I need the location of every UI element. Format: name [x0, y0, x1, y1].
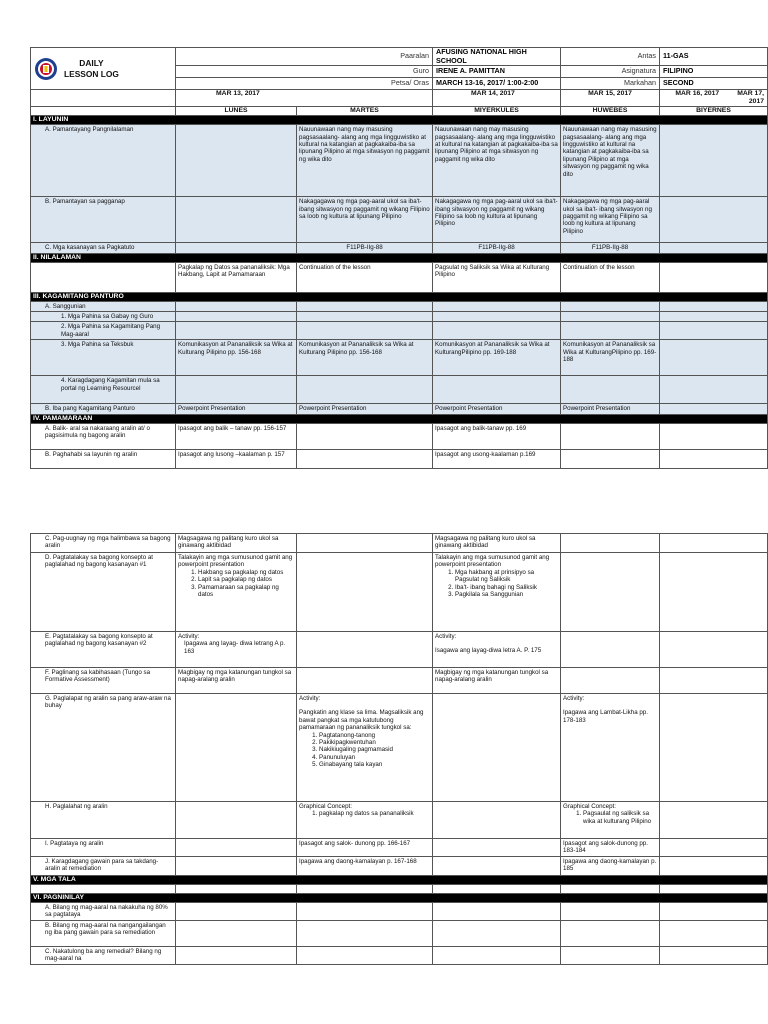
- cell-paglalapat-2: [297, 694, 433, 802]
- cell-pag-uugnay-1: Magsagawa ng palitang kuro ukol sa ginawang aktibidad: [176, 534, 297, 553]
- cell-teksbuk-1: Komunikasyon at Pananaliksik sa Wika at Kulturang Pilipino pp. 156-168: [176, 340, 297, 376]
- teacher-label: Guro: [176, 66, 433, 78]
- paglalapat-list: [299, 732, 430, 769]
- list-item: 3. Nakikiugaling pagmamasid: [319, 746, 430, 753]
- list-item: 3. Pagkilala sa Sanggunian: [455, 591, 558, 598]
- list-item: 3. Pamamaraan sa pagkalap ng datos: [198, 584, 294, 599]
- list-item: 2. Lapit sa pagkalap ng datos: [198, 576, 294, 583]
- subject-label: Asignatura: [561, 66, 660, 78]
- cell-balik-aral-3: Ipasagot ang balik-tanaw pp. 169: [433, 423, 561, 449]
- cell-pagganap-4: Nakagagawa ng mga pag-aaral ukol sa iba't- ibang sitwasyon ng paggamit ng wikang Filipino sa loob ng kultura at lipunang Pilipino: [561, 197, 660, 243]
- cell-teksbuk-3: Komunikasyon at Pananaliksik sa Wika at KulturangPilipino pp. 169-188: [433, 340, 561, 376]
- graphical-label: Graphical Concept:: [563, 803, 616, 810]
- section-pamamaraan: IV. PAMAMARAAN: [31, 414, 768, 423]
- graphical-label: Graphical Concept:: [299, 803, 352, 810]
- row-label-paglalahat: H. Paglalahat ng aralin: [31, 802, 176, 839]
- row-label-pn-b: B. Bilang ng mag-aaral na nangangailangan ng iba pang gawain para sa remediation: [31, 921, 176, 947]
- row-label-kasanayan: C. Mga kasanayan sa Pagkatuto: [31, 243, 176, 253]
- list-item: 1. pagkalap ng datos sa pananaliksik: [319, 810, 430, 817]
- row-label-karagdagang: J. Karagdagang gawain para sa takdang-aralin at remediation: [31, 857, 176, 876]
- cell-pamantayang-4: Nauunawaan nang may masusing pagsasaalang- alang ang mga lingguwistiko at kultural na katangian at pagkakaiba-iba sa lipunang Pilipino at mga sitwasyon ng paggamit ng wika dito: [561, 125, 660, 197]
- day-name-5: BIYERNES: [660, 107, 768, 116]
- row-label-paglalapat: G. Paglalapat ng aralin sa pang araw-araw na buhay: [31, 694, 176, 802]
- day-date-1: MAR 13, 2017: [176, 90, 433, 107]
- cell-karagdagang-2: Ipagawa ang daong-kamalayan p. 167-168: [297, 857, 433, 876]
- subject-value: FILIPINO: [660, 66, 768, 78]
- cell-paglinang-3: Magbigay ng mga katanungan tungkol sa napag-aralang aralin: [433, 668, 561, 694]
- row-label-balik-aral: A. Balik- aral sa nakaraang aralin at/ o pagsisimula ng bagong aralin: [31, 423, 176, 449]
- cell-ppt-1: Powerpoint Presentation: [176, 404, 297, 414]
- title-daily: DAILY: [79, 57, 104, 68]
- cell-ppt-4: Powerpoint Presentation: [561, 404, 660, 414]
- row-label-gabay: 1. Mga Pahina sa Gabay ng Guro: [31, 312, 176, 322]
- cell-paghahabi-1: Ipasagot ang lusong –kaalaman p. 157: [176, 449, 297, 468]
- pagtatalakay-list-3: [435, 569, 558, 599]
- date-label: Petsa/ Oras: [176, 78, 433, 90]
- cell-pagtatalakay-3: [433, 553, 561, 632]
- cell-code-4: F11PB-IIg-88: [561, 243, 660, 253]
- activity-label: Activity:: [563, 695, 585, 702]
- day-date-2: MAR 14, 2017: [433, 90, 561, 107]
- day-name-1: LUNES: [176, 107, 297, 116]
- paglalahat-list-2: [299, 810, 430, 817]
- cell-pagganap-3: Nakagagawa ng mga pag-aaral ukol sa iba't- ibang sitwasyon ng paggamit ng wikang Filipino sa loob ng kultura at lipunang Pilipino: [433, 197, 561, 243]
- day-date-4: MAR 16, 2017: [675, 90, 720, 98]
- pagtatalakay-list-1: [178, 569, 294, 599]
- row-label-pagtatalakay-2: E. Pagtatalakay sa bagong konsepto at paglalahad ng bagong kasanayan #2: [31, 632, 176, 668]
- activity-label: Activity:: [435, 633, 457, 640]
- cell-code-3: F11PB-IIg-88: [433, 243, 561, 253]
- lesson-log-page-2: [30, 533, 767, 965]
- cell-nilalaman-1: Pagkalap ng Datos sa pananaliksik: Mga Hakbang, Lapit at Pamamaraan: [176, 262, 297, 292]
- row-label-kagamitang: 2. Mga Pahina sa Kagamitang Pang Mag-aaral: [31, 322, 176, 340]
- cell-pamantayang-2: Nauunawaan nang may masusing pagsasaalang- alang ang mga lingguwistiko at kultural na katangian at pagkakaiba-iba sa lipunang Pilipino at mga sitwasyon ng paggamit ng wika dito: [297, 125, 433, 197]
- lesson-log-body-1: [30, 89, 768, 107]
- section-kagamitan: III. KAGAMITANG PANTURO: [31, 292, 768, 301]
- section-pagninilay: VI. PAGNINILAY: [31, 894, 768, 903]
- section-nilalaman: II. NILALAMAN: [31, 253, 768, 262]
- level-label: Antas: [561, 48, 660, 66]
- quarter-value: SECOND: [660, 78, 768, 90]
- section-layunin: I. LAYUNIN: [31, 116, 768, 125]
- list-item: 4. Panunuluyan: [319, 754, 430, 761]
- date-value: MARCH 13-16, 2017/ 1:00-2:00: [433, 78, 561, 90]
- pagtatalakay-intro-3: Talakayin ang mga sumusunod gamit ang powerpoint presentation: [435, 554, 550, 569]
- day-name-3: MIYERKULES: [433, 107, 561, 116]
- quarter-label: Markahan: [561, 78, 660, 90]
- deped-seal: [31, 48, 176, 90]
- level-value: 11-GAS: [660, 48, 768, 66]
- deped-logo-icon: [34, 57, 58, 81]
- activity-label: Activity:: [299, 695, 321, 702]
- day-name-2: MARTES: [297, 107, 433, 116]
- cell-pagtataya-2: Ipasagot ang salok- dunong pp. 166-167: [297, 839, 433, 857]
- list-item: 1. Pagtatanong-tanong: [319, 732, 430, 739]
- row-label-pn-c: C. Nakatulong ba ang remedial? Bilang ng mag-aaral na: [31, 947, 176, 965]
- cell-paglinang-1: Magbigay ng mga katanungan tungkol sa napag-aralang aralin: [176, 668, 297, 694]
- cell-paglalapat-4: [561, 694, 660, 802]
- day-date-3: MAR 15, 2017: [561, 90, 660, 107]
- row-label-paghahabi: B. Paghahabi sa layunin ng aralin: [31, 449, 176, 468]
- cell-pagtataya-4: Ipasagot ang salok-dunong pp. 183-184: [561, 839, 660, 857]
- cell-code-2: F11PB-IIg-88: [297, 243, 433, 253]
- row-label-pagganap: B. Pamantayan sa pagganap: [31, 197, 176, 243]
- cell-ppt-3: Powerpoint Presentation: [433, 404, 561, 414]
- paglalapat-text: Pangkatin ang klase sa lima. Magsaliksik ang bawat pangkat sa mga katutubong pamamaraan ng pananaliksik tungkol sa:: [299, 709, 424, 732]
- cell-teksbuk-2: Komunikasyon at Pananaliksik sa Wika at Kulturang Pilipino pp. 156-168: [297, 340, 433, 376]
- cell-paglalahat-4: [561, 802, 660, 839]
- cell-teksbuk-4: Komunikasyon at Pananaliksik sa Wika at KulturangPilipino pp. 169-188: [561, 340, 660, 376]
- cell-paghahabi-3: Ipasagot ang usong-kaalaman p.169: [433, 449, 561, 468]
- day-name-4: HUWEBES: [561, 107, 660, 116]
- cell-pagganap-2: Nakagagawa ng mga pag-aaral ukol sa iba't- ibang sitwasyon ng paggamit ng wikang Filipino sa loob ng kultura at lipunang Pilipino: [297, 197, 433, 243]
- cell-balik-aral-1: Ipasagot ang balik – tanaw pp. 156-157: [176, 423, 297, 449]
- row-label-teksbuk: 3. Mga Pahina sa Teksbuk: [31, 340, 176, 376]
- cell-nilalaman-4: Continuation of the lesson: [561, 262, 660, 292]
- lesson-log-table-2: [30, 533, 768, 965]
- row-label-pagtatalakay-1: D. Pagtatalakay sa bagong konsepto at paglalahad ng bagong kasanayan #1: [31, 553, 176, 632]
- title-lesson-log: LESSON LOG: [64, 68, 119, 79]
- cell-karagdagang-4: Ipagawa ang daong-kamalayan p. 185: [561, 857, 660, 876]
- activity-text: Isagawa ang layag-diwa letra A. P. 175: [435, 647, 542, 655]
- lesson-log-table-1: [30, 47, 768, 90]
- cell-nilalaman-3: Pagsulat ng Saliksik sa Wika at Kulturang Pilipino: [433, 262, 561, 292]
- row-label-iba-pang: B. Iba pang Kagamitang Panturo: [31, 404, 176, 414]
- cell-ppt-2: Powerpoint Presentation: [297, 404, 433, 414]
- row-label-pag-uugnay: C. Pag-uugnay ng mga halimbawa sa bagong aralin: [31, 534, 176, 553]
- cell-nilalaman-2: Continuation of the lesson: [297, 262, 433, 292]
- list-item: 5. Ginabayang tala kayan: [319, 761, 430, 768]
- lesson-log-page-1: [30, 47, 767, 469]
- list-item: 1. Pagsaulat ng saliksik sa wika at kulturang Pilipino: [583, 810, 657, 825]
- day-date-5: MAR 17, 2017: [737, 90, 765, 106]
- row-label-pn-a: A. Bilang ng mag-aaral na nakakuha ng 80% sa pagtataya: [31, 903, 176, 921]
- row-label-paglinang: F. Paglinang sa kabihasaan (Tungo sa Formative Assessment): [31, 668, 176, 694]
- cell-pag-uugnay-3: Magsagawa ng palitang kuro ukol sa ginawang aktibidad: [433, 534, 561, 553]
- lesson-log-main-1: [30, 106, 768, 468]
- school-label: Paaralan: [176, 48, 433, 66]
- list-item: 1. Mga hakbang at prinsipyo sa Pagsulat ng Saliksik: [455, 569, 558, 584]
- row-label-pagtataya: I. Pagtataya ng aralin: [31, 839, 176, 857]
- paglalapat-text-4: Ipagawa ang Lambat-Likha pp. 178-183: [563, 709, 648, 724]
- activity-label: Activity:: [178, 633, 200, 640]
- cell-paglalahat-2: [297, 802, 433, 839]
- list-item: 2. Iba't- ibang bahagi ng Saliksik: [455, 584, 558, 591]
- row-label-lr-portal: 4. Karagdagang Kagamitan mula sa portal ng Learning Resourcel: [31, 376, 176, 404]
- cell-pamantayang-3: Nauunawaan nang may masusing pagsasaalang- alang ang mga lingguwistiko at kultural na katangian at pagkakaiba-iba sa lipunang Pilipino at mga sitwasyon ng paggamit ng wika dito: [433, 125, 561, 197]
- pagtatalakay-intro-1: Talakayin ang mga sumusunod gamit ang powerpoint presentation: [178, 554, 293, 569]
- cell-pagtatalakay2-3: [433, 632, 561, 668]
- cell-pagtatalakay2-1: [176, 632, 297, 668]
- cell-pagtatalakay-1: [176, 553, 297, 632]
- activity-text: Ipagawa ang layag- diwa letrang A p. 163: [184, 640, 286, 655]
- paglalahat-list-4: [563, 810, 657, 825]
- list-item: 1. Hakbang sa pagkalap ng datos: [198, 569, 294, 576]
- list-item: 2. Pakikipagkwentuhan: [319, 739, 430, 746]
- teacher-value: IRENE A. PAMITTAN: [433, 66, 561, 78]
- section-mga-tala: V. MGA TALA: [31, 876, 768, 885]
- row-label-sanggunian: A. Sanggunian: [31, 301, 176, 311]
- row-label-pamantayang: A. Pamantayang Pangnilalaman: [31, 125, 176, 197]
- school-value: AFUSING NATIONAL HIGH SCHOOL: [433, 48, 561, 66]
